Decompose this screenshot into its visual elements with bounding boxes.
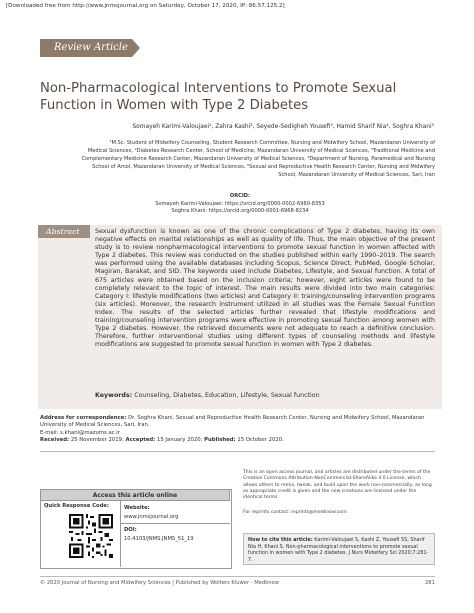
published-label: Published:: [204, 436, 236, 443]
keywords-label: Keywords:: [95, 392, 133, 399]
received-label: Received:: [40, 436, 70, 443]
correspondence-label: Address for correspondence:: [40, 415, 127, 421]
abstract-label: Abstract: [38, 225, 90, 238]
open-access-notice: This is an open access journal, and articles are distributed under the terms of the Creative Commons Attribution-NonCommercial-ShareAlike 4.0 License, which allows others to remix, tweak, and build upon the work non-commercially, as long as appropriate credit is given and the new creations are licensed under the identical terms.: [243, 470, 432, 501]
orcid-heading: ORCID:: [229, 193, 251, 199]
download-banner: [Downloaded free from http://www.jnmsjournal.org on Saturday, October 17, 2020, IP: 86.57.125.2]: [6, 3, 285, 9]
accepted-date: 15 January 2020;: [157, 436, 203, 443]
footer-copyright: © 2020 Journal of Nursing and Midwifery Sciences | Published by Wolters Kluwer - Medknow: [40, 580, 279, 586]
section-tab: Review Article: [40, 39, 132, 57]
orcid-line[interactable]: Soghra Khani: https://orcid.org/0000-0001-6968-8234: [171, 208, 309, 214]
keywords: [95, 392, 435, 399]
footer-divider: [40, 576, 435, 577]
accepted-label: Accepted:: [125, 436, 156, 443]
affiliation-line: Complementary Medicine Research Center, Mazandaran University of Medical Sciences, ⁴Department of Nursing, Paramedical and Nursing: [81, 156, 435, 162]
keywords-value: Counseling, Diabetes, Education, Lifestyle, Sexual function: [134, 392, 320, 399]
page-number: 281: [425, 580, 435, 586]
citation-label: How to cite this article:: [248, 537, 313, 543]
article-title: [40, 80, 440, 114]
divider: [40, 451, 435, 452]
title-line-2: Function in Women with Type 2 Diabetes: [40, 98, 309, 113]
affiliation-line: School, Mazandaran University of Medical Sciences, Sari, Iran: [278, 172, 435, 178]
access-divider-horizontal: [120, 523, 230, 524]
orcid-block: [40, 193, 440, 216]
reprints-contact: For reprints contact: reprints@medknow.com: [243, 510, 347, 515]
title-line-1: Non-Pharmacological Interventions to Promote Sexual: [40, 81, 397, 96]
affiliations: [48, 139, 435, 179]
website-link[interactable]: www.jnmsjournal.org: [124, 514, 179, 520]
abstract-text: Sexual dysfunction is known as one of the chronic complications of Type 2 diabetes, having its own negative effects on marital relationships as well as quality of life. Thus, the main objective of the present study is to review nonpharmacological interventions to promote sexual function in women affected with Type 2 diabetes. This review was conducted on the studies published within early 1990–2019. The search was performed using the available databases including Scopus, Science Direct, PubMed, Google Scholar, Magiran, Barakat, and SID. The keywords used include Diabetes, Lifestyle, and Sexual function. A total of 675 articles were obtained based on the inclusion criteria; however, eight articles were found to be completely relevant to the topic of interest. The main results were divided into two main categories: Category I: lifestyle modifications (two articles) and Category II: training/counseling intervention programs (six articles). Moreover, the research instrument utilized in all studies was the Female Sexual Function Index. The results of the selected articles further revealed that lifestyle modifications and training/counseling intervention programs were effective in promoting sexual function among women with Type 2 diabetes. However, the retrieved documents were not adequate to reach a definitive conclusion. Therefore, further interventional studies using different types of counseling methods and lifestyle modifications are suggested to promote sexual function in women with Type 2 diabetes.: [95, 228, 435, 349]
qr-label: Quick Response Code:: [44, 503, 109, 509]
access-divider-vertical: [120, 501, 121, 567]
citation-text: Karimi-Valoujaei S, Kashi Z, Yousefi SS, Sharif Nia H, Khani S. Non-pharmacological interventions to promote sexual function in women with Type 2 diabetes. J Nurs Midwifery Sci 2020;7:281-7.: [248, 537, 429, 563]
author-list: Somayeh Karimi-Valoujaei¹, Zahra Kashi², Seyede-Sedigheh Yousefi³, Hamid Sharif Nia⁴, Soghra Khani⁵: [132, 124, 434, 130]
affiliation-line: ¹M.Sc. Student of Midwifery Counseling, Student Research Committee, Nursing and Midwifery School, Mazandaran University of: [109, 140, 435, 146]
correspondence: [40, 415, 440, 444]
citation-box: [243, 533, 435, 565]
dates: [40, 437, 440, 444]
qr-code-icon[interactable]: [69, 514, 113, 558]
affiliation-line: Medical Sciences, ²Diabetes Research Center, School of Medicine, Mazandaran University of Medical Sciences, ³Traditional Medicine and: [87, 148, 435, 154]
access-header: Access this article online: [40, 489, 230, 501]
published-date: 15 October 2020.: [237, 436, 284, 443]
correspondence-text: Dr. Soghra Khani, Sexual and Reproductive Health Research Center, Nursing and Midwifery School, Mazandaran University of Medical Sciences, Sari, Iran.: [40, 415, 425, 429]
doi-link[interactable]: 10.4103/JNMS.JNMS_51_19: [124, 536, 194, 542]
orcid-line[interactable]: Somayeh Karimi-Valoujaei: https://orcid.org/0000-0002-6960-8353: [155, 200, 325, 207]
correspondence-email[interactable]: E-mail: s.khani@mazums.ac.ir: [40, 429, 120, 436]
affiliation-line: School of Amol, Mazandaran University of Medical Sciences, ⁵Sexual and Reproductive Health Research Center, Nursing and Midwifery: [92, 164, 435, 170]
received-date: 25 November 2019;: [70, 436, 124, 443]
doi-label: DOI:: [124, 527, 137, 533]
website-label: Website:: [124, 505, 150, 511]
